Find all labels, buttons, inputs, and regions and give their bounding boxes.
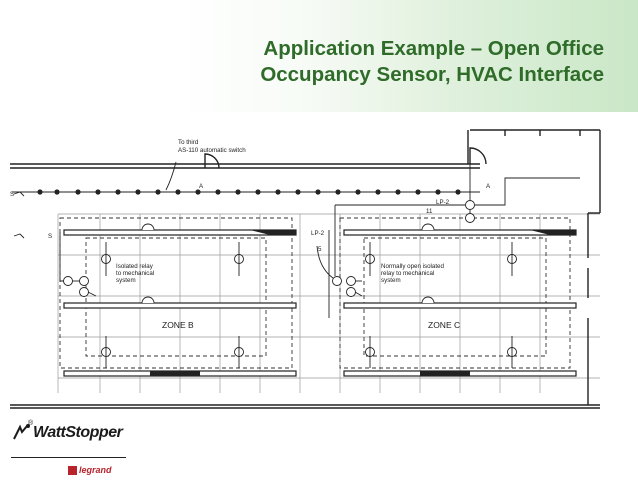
title-line-2: Occupancy Sensor, HVAC Interface — [260, 63, 604, 86]
callout-right-line-3: system — [381, 277, 401, 284]
circuit-5-label: 5 — [318, 246, 322, 253]
title-line-1: Application Example – Open Office — [263, 37, 604, 60]
legrand-wordmark: legrand — [79, 465, 112, 475]
wattstopper-logo — [8, 420, 138, 486]
floor-plan-diagram — [0, 118, 638, 418]
lp2-label-right: LP-2 — [436, 199, 450, 206]
logo-wordmark: WattStopper — [33, 424, 123, 441]
title-banner — [0, 0, 638, 112]
callout-right-line-2: relay to mechanical — [381, 270, 435, 277]
registered-mark: ® — [28, 420, 34, 427]
zone-outlines — [60, 218, 570, 368]
callout-top-line-1: To third — [178, 139, 199, 146]
wiring — [60, 162, 580, 318]
slide-title — [184, 36, 604, 88]
legrand-logo — [68, 464, 112, 476]
zone-c-label: ZONE C — [428, 320, 461, 330]
callout-top-line-2: AS-110 automatic switch — [178, 147, 246, 154]
legrand-square-icon — [68, 466, 77, 475]
corridor-lights — [12, 189, 480, 194]
circuit-11-label: 11 — [426, 208, 433, 215]
lp2-label-left: LP-2 — [311, 230, 325, 237]
logo-divider — [11, 457, 126, 458]
switch-s-label: S — [48, 233, 53, 240]
callout-left-line-2: to mechanical — [116, 270, 155, 277]
switch-a-label: A — [486, 183, 491, 190]
switch-s-label-2: S — [10, 191, 15, 198]
callout-left-line-3: system — [116, 277, 136, 284]
switch-marks — [14, 192, 24, 238]
switch-a-label-2: A — [199, 183, 204, 190]
callout-right-line-1: Normally open isolated — [381, 263, 444, 270]
walls — [10, 130, 600, 408]
zone-b-label: ZONE B — [162, 320, 194, 330]
callout-left-line-1: Isolated relay — [116, 263, 153, 270]
